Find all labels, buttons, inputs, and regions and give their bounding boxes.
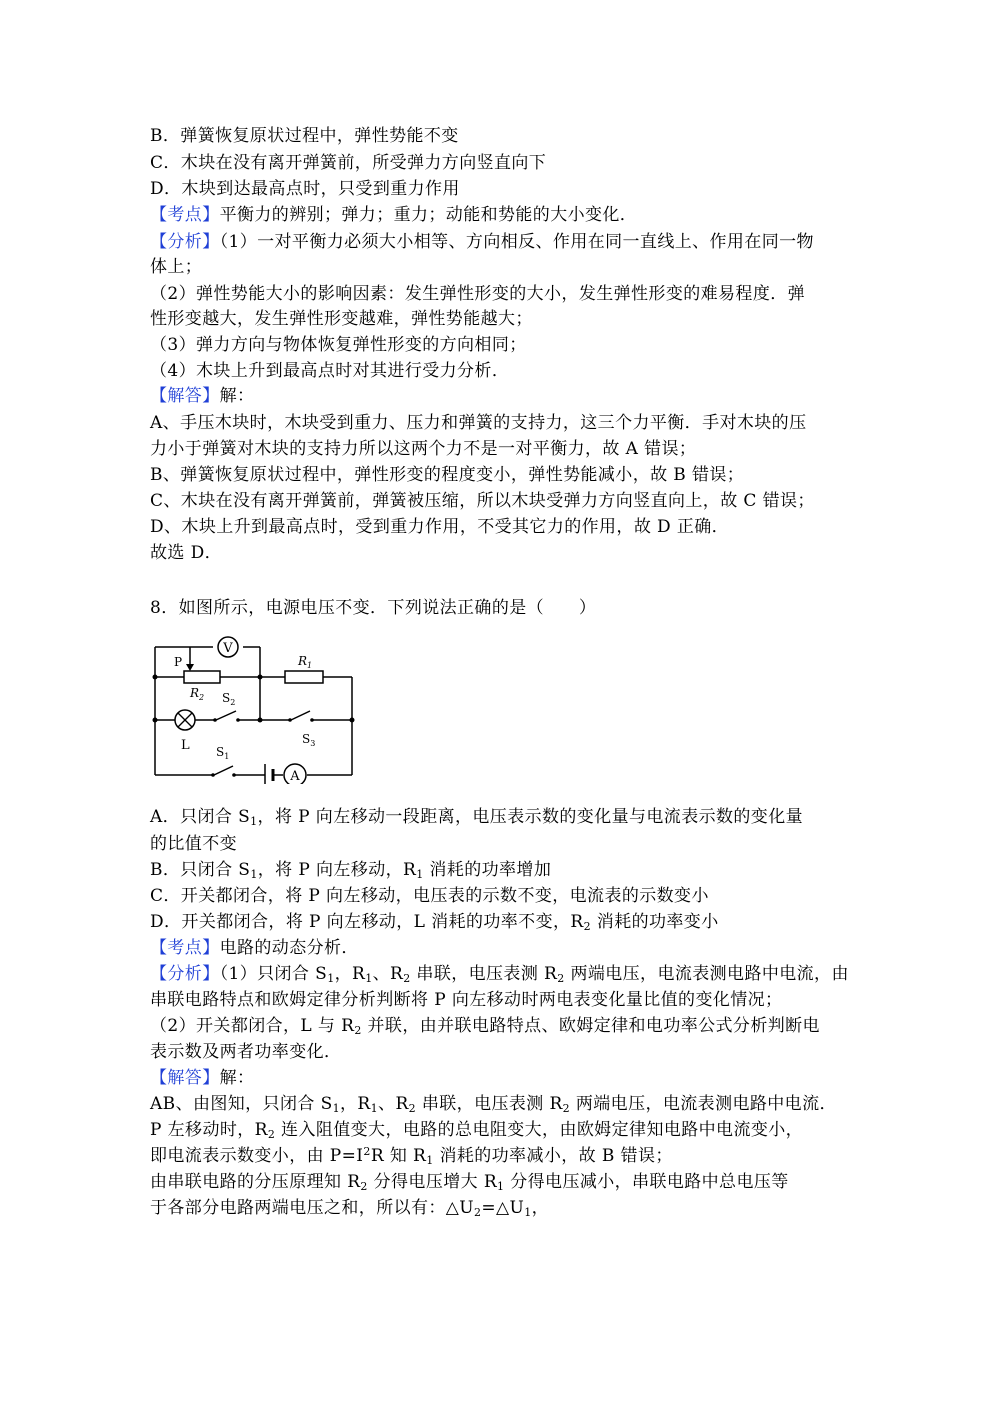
lamp-label: L — [181, 738, 190, 753]
battery-icon — [265, 764, 273, 784]
fenxi-tag: 【分析】 — [150, 964, 220, 984]
q8-answer-ab-3: 即电流表示数变小，由 $P=I^2R$ 知 $R_1$ 消耗的功率减小，故 B 错误； — [150, 1145, 673, 1167]
switch-s3-icon — [288, 711, 315, 748]
q8-kaodian — [150, 936, 359, 960]
q8-jieda — [150, 1066, 254, 1090]
q8-option-c: C．开关都闭合，将 P 向左移动，电压表的示数不变，电流表的示数变小 — [150, 886, 709, 906]
q8-answer-ab-5: 于各部分电路两端电压之和，所以有：$\triangle U_2=\triangle U_1$， — [150, 1198, 550, 1219]
q8-answer-ab-2: P 左移动时，$R_2$ 连入阻值变大，电路的总电阻变大，由欧姆定律知电路中电流变小， — [150, 1120, 804, 1141]
fenxi-tag: 【分析】 — [150, 232, 220, 252]
q8-option-b: B．只闭合 $S_1$，将 P 向左移动，$R_1$ 消耗的功率增加 — [150, 860, 552, 881]
q7-fenxi-1b: 体上； — [150, 257, 203, 277]
q7-fenxi-4: （4）木块上升到最高点时对其进行受力分析． — [150, 361, 510, 381]
r2-label: $R_2$ — [190, 686, 205, 702]
switch-s2-icon — [213, 691, 240, 722]
q7-answer-b: B、弹簧恢复原状过程中，弹性形变的程度变小，弹性势能减小，故 B 错误； — [150, 465, 745, 485]
kaodian-tag: 【考点】 — [150, 205, 220, 225]
q8-option-a-2: 的比值不变 — [150, 834, 237, 854]
resistor-r1 — [285, 654, 323, 683]
ammeter-icon — [284, 764, 306, 784]
q7-answer-a1: A、手压木块时，木块受到重力、压力和弹簧的支持力，这三个力平衡．手对木块的压 — [150, 413, 807, 433]
s3-label: $S_3$ — [302, 732, 316, 748]
voltmeter-icon — [218, 637, 238, 657]
jieda-text: 解： — [219, 1068, 255, 1088]
voltmeter-label: V — [223, 641, 233, 656]
q7-answer-a2: 力小于弹簧对木块的支持力所以这两个力不是一对平衡力，故 A 错误； — [150, 439, 697, 459]
slider-p-label: P — [174, 655, 183, 669]
q7-fenxi-3: （3）弹力方向与物体恢复弹性形变的方向相同； — [150, 335, 527, 355]
q7-conclusion: 故选 D． — [150, 543, 223, 563]
q8-answer-ab-4: 由串联电路的分压原理知 $R_2$ 分得电压增大 $R_1$ 分得电压减小，串联电路中总电压等 — [150, 1172, 789, 1193]
jieda-tag: 【解答】 — [150, 386, 220, 406]
kaodian-tag: 【考点】 — [150, 938, 220, 958]
q8-option-d: D．开关都闭合，将 P 向左移动，L 消耗的功率不变，$R_2$ 消耗的功率变小 — [150, 912, 719, 933]
q7-option-c: C．木块在没有离开弹簧前，所受弹力方向竖直向下 — [150, 153, 547, 173]
q7-option-b: B．弹簧恢复原状过程中，弹性势能不变 — [150, 126, 459, 146]
circuit-diagram — [150, 632, 360, 784]
q7-fenxi-2a: （2）弹性势能大小的影响因素：发生弹性形变的大小，发生弹性形变的难易程度．弹 — [150, 284, 806, 304]
switch-s1-icon — [211, 745, 236, 777]
jieda-tag: 【解答】 — [150, 1068, 220, 1088]
q7-answer-d: D、木块上升到最高点时，受到重力作用，不受其它力的作用，故 D 正确． — [150, 517, 730, 537]
q8-answer-ab-1: AB、由图知，只闭合 $S_1$，$R_1$、$R_2$ 串联，电压表测 $R_2$ 两端电压，电流表测电路中电流． — [150, 1094, 837, 1115]
q7-jieda — [150, 384, 254, 408]
fenxi-text: （1）一对平衡力必须大小相等、方向相反、作用在同一直线上、作用在同一物 — [219, 232, 814, 252]
q8-option-a-1: A．只闭合 $S_1$，将 P 向左移动一段距离，电压表示数的变化量与电流表示数的变化量 — [150, 807, 803, 828]
q7-fenxi-2b: 性形变越大，发生弹性形变越难，弹性势能越大； — [150, 309, 533, 329]
q7-kaodian — [150, 203, 637, 227]
jieda-text: 解： — [219, 386, 255, 406]
kaodian-text: 平衡力的辨别；弹力；重力；动能和势能的大小变化． — [219, 205, 638, 225]
r1-label: $R_1$ — [298, 654, 313, 670]
rheostat-r2 — [174, 647, 220, 702]
q7-option-d: D．木块到达最高点时，只受到重力作用 — [150, 179, 460, 199]
kaodian-text: 电路的动态分析． — [219, 938, 359, 958]
q8-fenxi-1: 【分析】（1）只闭合 $S_1$，$R_1$、$R_2$ 串联，电压表测 $R_2$ 两端电压，电流表测电路中电流，由 — [150, 964, 849, 985]
ammeter-label: A — [290, 769, 300, 784]
lamp-icon — [175, 710, 195, 753]
q8-stem: 8．如图所示，电源电压不变．下列说法正确的是（ ） — [150, 598, 597, 618]
q7-fenxi-1a — [150, 230, 814, 254]
q8-fenxi-1-2: 串联电路特点和欧姆定律分析判断将 P 向左移动时两电表变化量比值的变化情况； — [150, 990, 783, 1010]
s2-label: $S_2$ — [222, 691, 236, 707]
q7-answer-c: C、木块在没有离开弹簧前，弹簧被压缩，所以木块受弹力方向竖直向上，故 C 错误； — [150, 491, 815, 511]
q8-fenxi-2-2: 表示数及两者功率变化． — [150, 1042, 342, 1062]
s1-label: $S_1$ — [216, 745, 230, 761]
q8-fenxi-2: （2）开关都闭合，L 与 $R_2$ 并联，由并联电路特点、欧姆定律和电功率公式分析判断电 — [150, 1016, 820, 1037]
